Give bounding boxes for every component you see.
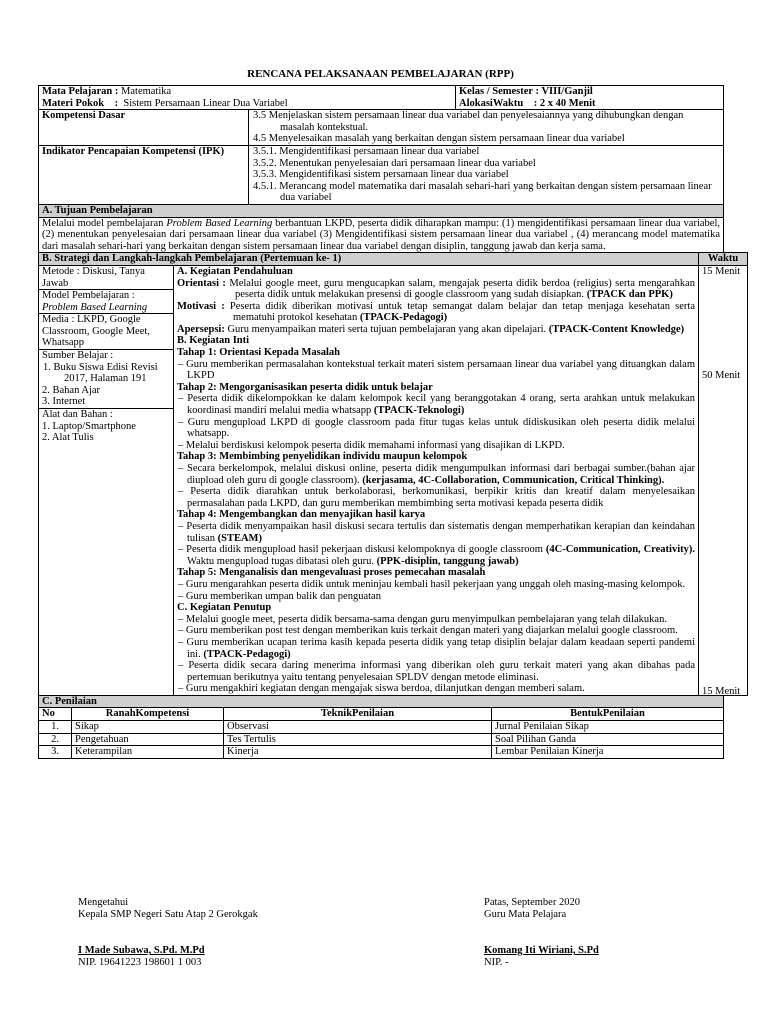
sumber-2: 2. Bahan Ajar	[42, 384, 101, 396]
rpp-document	[38, 68, 741, 759]
tujuan-model: Problem Based Learning	[166, 217, 273, 229]
tahap-1-a: – Guru memberikan permasalahan kontekstual terkait materi sistem persamaan linear dua variabel yang dituangkan dalam LKPD	[178, 358, 695, 382]
penilaian-header-ranah: RanahKompetensi	[72, 708, 224, 721]
tahap-3: Tahap 3: Membimbing penyelidikan individu maupun kelompok	[177, 451, 468, 463]
penilaian-heading: C. Penilaian	[39, 695, 724, 708]
materi-cell: Materi Pokok : Sistem Persamaan Linear Dua Variabel	[39, 98, 456, 110]
alokasi-value: 2 x 40 Menit	[539, 97, 596, 109]
ipk-item-4: 4.5.1. Merancang model matematika dari masalah sehari-hari yang berkaitan dengan sistem persamaan linear dua variabel	[253, 180, 712, 204]
penutup-heading: C. Kegiatan Penutup	[177, 602, 272, 614]
waktu-pendahuluan: 15 Menit	[702, 265, 741, 277]
table-row	[39, 733, 724, 746]
mapel-value: Matematika	[121, 86, 172, 97]
materi-label: Materi Pokok	[42, 97, 105, 109]
table-row	[39, 721, 724, 734]
penilaian-table	[38, 695, 724, 759]
tahap-4-b-tag-2: (PPK-disiplin, tanggung jawab)	[376, 555, 519, 567]
apersepsi-text: Guru menyampaikan materi serta tujuan pembelajaran yang akan dipelajari.	[227, 323, 549, 335]
left-line-2: Kepala SMP Negeri Satu Atap 2 Gerokgak	[78, 909, 258, 920]
strategi-left	[39, 265, 174, 695]
strategi-table	[38, 252, 748, 696]
metode: Metode : Diskusi, Tanya Jawab	[39, 266, 173, 290]
kd-label: Kompetensi Dasar	[39, 110, 249, 146]
sumber-label: Sumber Belajar :	[42, 350, 114, 362]
tahap-4-a	[177, 521, 695, 544]
orientasi-tag: (TPACK dan PPK)	[586, 289, 673, 301]
tahap-4-a-tag: (STEAM)	[217, 532, 262, 544]
tahap-4: Tahap 4: Mengembangkan dan menyajikan hasil karya	[177, 509, 426, 521]
tahap-4-b-text: – Peserta didik mengupload hasil pekerjaan diskusi kelompoknya di google classroom	[178, 544, 546, 556]
tahap-2-c: – Melalui berdiskusi kelompok peserta didik memahami informasi yang disajikan di LKPD.	[178, 439, 565, 451]
mapel-label: Mata Pelajaran	[42, 86, 113, 97]
headmaster-name: I Made Subawa, S.Pd. M.Pd	[78, 945, 205, 956]
signature-right	[484, 897, 599, 969]
tahap-3-a-tag: (kerjasama, 4C-Collaboration, Communication, Critical Thinking).	[362, 474, 665, 486]
alat-1: 1. Laptop/Smartphone	[42, 420, 136, 432]
row-3-ranah: Keterampilan	[72, 746, 224, 759]
document-title: RENCANA PELAKSANAAN PEMBELAJARAN (RPP)	[247, 68, 514, 80]
strategi-heading: B. Strategi dan Langkah-langkah Pembelajaran (Pertemuan ke- 1)	[39, 253, 699, 266]
tahap-3-a-text: – Secara berkelompok, melalui diskusi online, peserta didik mengumpulkan informasi dari berbagai sumber.(bahan ajar diupload oleh guru di google classroom).	[178, 463, 695, 486]
penutup-d: – Peserta didik secara daring menerima informasi yang diberikan oleh guru terkait materi yang akan dibahas pada pertemuan berikutnya yaitu tentang penyelesaian SPLDV dengan metode eliminasi.	[178, 660, 695, 683]
alokasi-cell: AlokasiWaktu : 2 x 40 Menit	[456, 98, 724, 110]
ipk-content	[249, 145, 724, 204]
row-1-ranah: Sikap	[72, 721, 224, 734]
ipk-label: Indikator Pencapaian Kompetensi (IPK)	[39, 145, 249, 204]
penutup-c-tag: (TPACK-Pedagogi)	[203, 648, 291, 660]
tujuan-text	[39, 217, 724, 253]
row-1-no: 1.	[39, 721, 72, 734]
signature-left	[78, 897, 258, 969]
alokasi-label: AlokasiWaktu	[459, 97, 524, 109]
materi-value: Sistem Persamaan Linear Dua Variabel	[123, 97, 288, 109]
penutup-b: – Guru memberikan post test dengan memberikan kuis terkait dengan materi yang diajarkan melalui google classroom.	[178, 625, 678, 637]
tahap-2-a-text: – Peserta didik dikelompokkan ke dalam kelompok kecil yang beranggotakan 4 orang, serta arahkan untuk melakukan koordinasi mandiri melalui media whatsapp	[178, 393, 695, 417]
right-line-1: Patas, September 2020	[484, 897, 580, 908]
row-2-no: 2.	[39, 733, 72, 746]
inti-heading: B. Kegiatan Inti	[177, 335, 250, 347]
model-value: Problem Based Learning	[39, 302, 173, 315]
tahap-2-b: – Guru mengupload LKPD di google classroom pada fitur tugas kelas untuk didiskusikan oleh peserta didik melalui whatsapp.	[178, 416, 695, 440]
penilaian-header-teknik: TeknikPenilaian	[224, 708, 492, 721]
row-1-teknik: Observasi	[224, 721, 492, 734]
strategi-steps	[174, 265, 699, 695]
row-3-teknik: Kinerja	[224, 746, 492, 759]
waktu-inti: 50 Menit	[702, 369, 741, 381]
waktu-heading: Waktu	[699, 253, 748, 266]
apersepsi	[177, 324, 695, 336]
ipk-item-1: 3.5.1. Mengidentifikasi persamaan linear dua variabel	[253, 145, 480, 157]
apersepsi-label: Apersepsi:	[177, 323, 228, 335]
teacher-nip: NIP. -	[484, 957, 509, 968]
tujuan-pre: Melalui model pembelajaran	[42, 217, 167, 229]
orientasi-label: Orientasi :	[177, 277, 230, 289]
tahap-3-b: – Peserta didik diarahkan untuk berkolaborasi, berkomunikasi, berpikir kritis dan kreatif dalam menyelesaikan permasalahan pada LKPD, dan guru memberikan membimbing serta motivasi kepada peserta didik	[178, 486, 695, 509]
penutup-a: – Melalui google meet, peserta didik bersama-sama dengan guru menyimpulkan pembelajaran yang telah dilakukan.	[178, 613, 667, 625]
tahap-1: Tahap 1: Orientasi Kepada Masalah	[177, 347, 340, 359]
tahap-5: Tahap 5: Menganalisis dan mengevaluasi proses pemecahan masalah	[177, 567, 486, 579]
alat-2: 2. Alat Tulis	[42, 432, 94, 444]
penilaian-header-bentuk: BentukPenilaian	[492, 708, 724, 721]
waktu-penutup: 15 Menit	[702, 685, 741, 697]
row-3-bentuk: Lembar Penilaian Kinerja	[492, 746, 724, 759]
kelas-label: Kelas / Semester	[459, 86, 533, 97]
right-line-2: Guru Mata Pelajara	[484, 909, 567, 920]
kd-item-2: 4.5 Menyelesaikan masalah yang berkaitan dengan sistem persamaan linear dua variabel	[253, 133, 625, 145]
apersepsi-tag: (TPACK-Content Knowledge)	[548, 323, 685, 335]
headmaster-nip: NIP. 19641223 198601 1 003	[78, 957, 202, 968]
orientasi-text: Melalui google meet, guru mengucapkan salam, mengajak peserta didik berdoa (religius) serta mengarahkan peserta didik untuk melakukan presensi di google classroom yang sudah disiapkan.	[229, 277, 695, 301]
row-2-ranah: Pengetahuan	[72, 733, 224, 746]
table-row	[39, 746, 724, 759]
row-3-no: 3.	[39, 746, 72, 759]
kd-content	[249, 110, 724, 146]
tahap-4-a-text: – Peserta didik menyampaikan hasil diskusi secara tertulis dan sistematis dengan memperhatikan kerapian dan keindahan tulisan	[178, 520, 695, 544]
tahap-2-a	[177, 393, 695, 416]
penutup-c	[177, 637, 695, 660]
ipk-item-3: 3.5.3. Mengidentifikasi sistem persamaan linear dua variabel	[253, 169, 509, 181]
tujuan-post: berbantuan LKPD, peserta didik diharapkan mampu: (1) mengidentifikasi persamaan linear dua variabel, (2) menentukan penyelesaian dari persamaan linear dua variabel (3) Mengidentifikasi sistem persamaan linear dua variabel , (4) merancang model matematika dari masalah sehari-hari yang berkaitan dengan sistem persamaan linear dua variabel dengan disiplin, tanggung jawab dan kerja sama.	[42, 217, 720, 252]
penilaian-header-no: No	[39, 708, 72, 721]
left-line-1: Mengetahui	[78, 897, 129, 908]
row-1-bentuk: Jurnal Penilaian Sikap	[492, 721, 724, 734]
tujuan-heading: A. Tujuan Pembelajaran	[39, 204, 724, 217]
identity-table	[38, 85, 724, 253]
mapel-cell: Mata Pelajaran : Matematika	[39, 86, 456, 98]
penutup-c-text: – Guru memberikan ucapan terima kasih kepada peserta didik yang tetap disiplin belajar dalam keadaan seperti pandemi ini.	[178, 636, 695, 660]
tahap-2: Tahap 2: Mengorganisasikan peserta didik untuk belajar	[177, 381, 433, 393]
motivasi-tag: (TPACK-Pedagogi)	[359, 312, 448, 324]
tahap-4-b-tag-1: (4C-Communication, Creativity).	[545, 544, 695, 556]
model-label: Model Pembelajaran :	[42, 290, 135, 302]
penutup-e: – Guru mengakhiri kegiatan dengan mengajak siswa berdoa, dilanjutkan dengan memberi salam.	[178, 683, 585, 695]
kelas-cell: Kelas / Semester : VIII/Ganjil	[456, 86, 724, 98]
motivasi-label: Motivasi :	[177, 300, 230, 312]
tahap-3-a	[177, 463, 695, 486]
orientasi	[177, 278, 695, 301]
motivasi-text: Peserta didik diberikan motivasi untuk tetap semangat dalam belajar dan tetap menjaga kesehatan serta mematuhi protokol kesehatan	[229, 300, 696, 324]
alat-label: Alat dan Bahan :	[42, 409, 113, 421]
tahap-4-b	[177, 544, 695, 567]
sumber-3: 3. Internet	[39, 396, 173, 409]
kd-item-1: 3.5 Menjelaskan sistem persamaan linear dua variabel dan penyelesaiannya yang dihubungkan dengan masalah kontekstual.	[253, 110, 684, 133]
kelas-value: VIII/Ganjil	[541, 86, 593, 97]
row-2-teknik: Tes Tertulis	[224, 733, 492, 746]
tahap-2-a-tag: (TPACK-Teknologi)	[373, 405, 465, 417]
teacher-name: Komang Iti Wiriani, S.Pd	[484, 945, 599, 956]
motivasi	[177, 301, 695, 324]
sumber-1: 1. Buku Siswa Edisi Revisi 2017, Halaman 191	[43, 361, 158, 385]
tahap-4-b-mid: Waktu mengupload tugas dibatasi oleh guru.	[187, 555, 377, 567]
tahap-5-a: – Guru mengarahkan peserta didik untuk meninjau kembali hasil pekerjaan yang unggah oleh masing-masing kelompok.	[178, 578, 686, 590]
pendahuluan-heading: A. Kegiatan Pendahuluan	[177, 265, 293, 277]
row-2-bentuk: Soal Pilihan Ganda	[492, 733, 724, 746]
media: Media : LKPD, Google Classroom, Google Meet, Whatsapp	[39, 314, 173, 350]
tahap-5-b: – Guru memberikan umpan balik dan penguatan	[178, 590, 381, 602]
ipk-item-2: 3.5.2. Menentukan penyelesaian dari persamaan linear dua variabel	[253, 157, 536, 169]
waktu-column	[699, 265, 748, 695]
